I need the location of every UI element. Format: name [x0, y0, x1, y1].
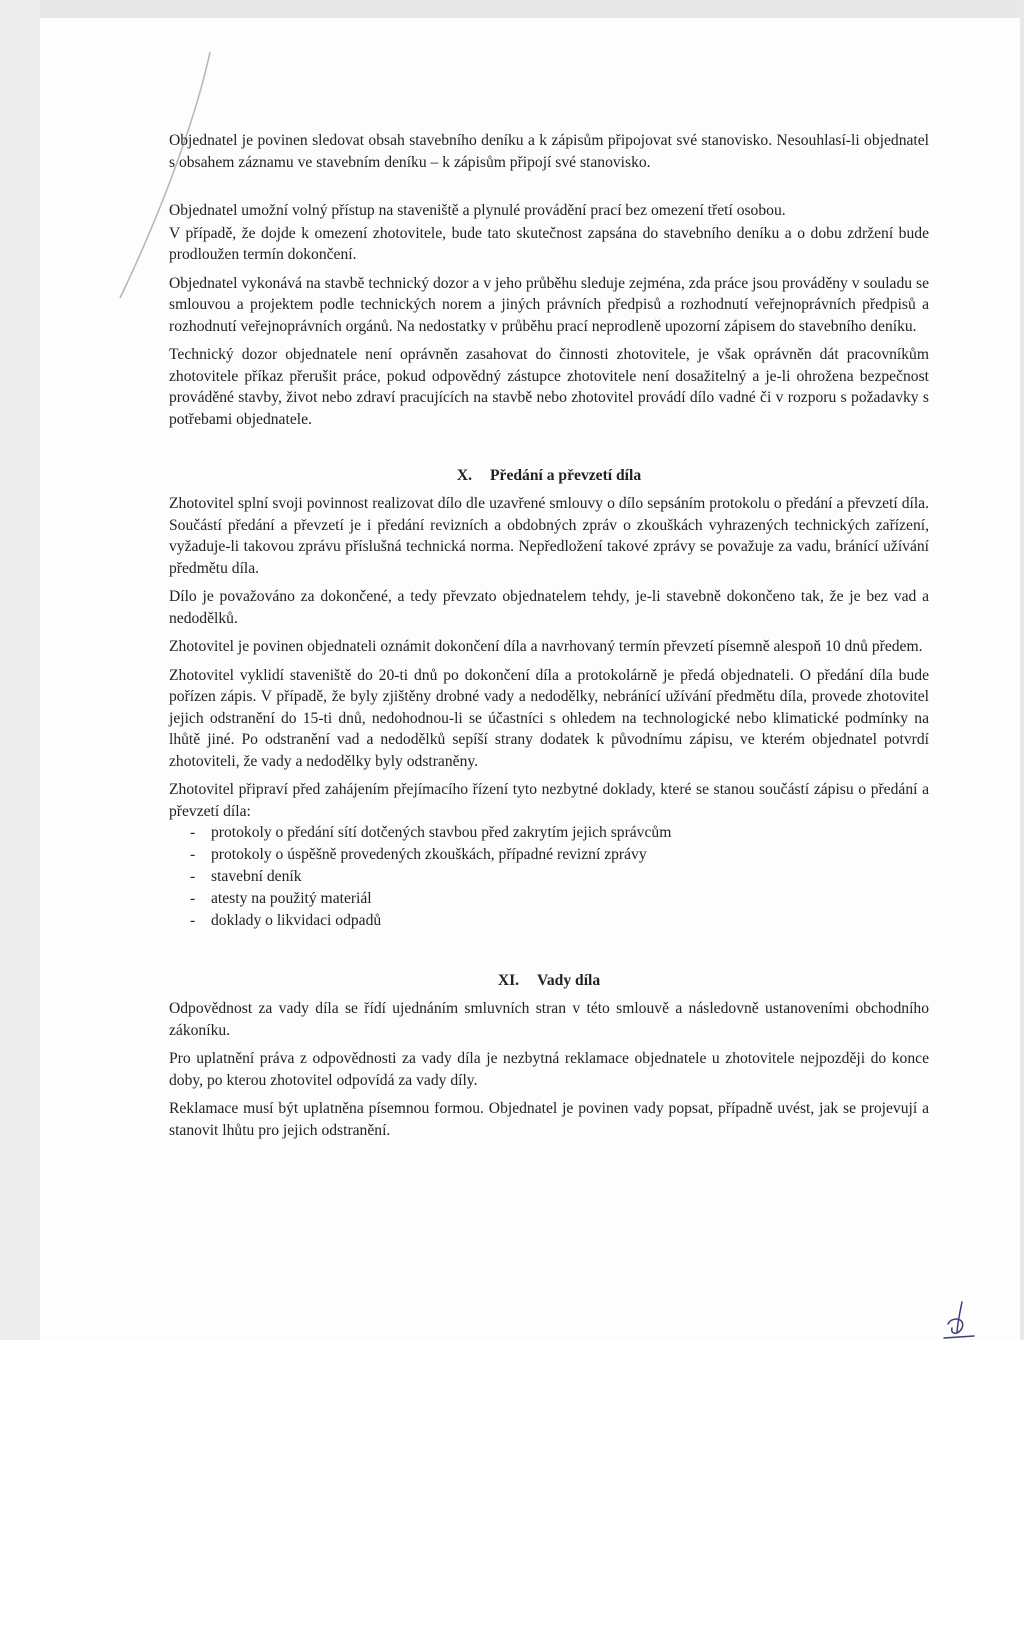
list-item: - stavební deník — [169, 866, 929, 888]
paragraph: Zhotovitel je povinen objednateli oznámit dokončení díla a navrhovaný termín převzetí písemně alespoň 10 dnů předem. — [169, 638, 923, 655]
section-number: XI. — [497, 972, 520, 989]
required-documents-list — [169, 822, 929, 932]
section-heading-x — [169, 465, 929, 487]
section-number: X. — [456, 467, 472, 484]
document-body — [169, 130, 929, 1148]
list-item: - protokoly o předání sítí dotčených stavbou před zakrytím jejich správcům — [169, 822, 929, 844]
scan-border-top — [0, 0, 1024, 18]
paragraph: Zhotovitel vyklidí staveniště do 20-ti dnů po dokončení díla a protokolárně je předá objednateli. O předání díla bude pořízen zápis. V případě, že byly zjištěny drobné vady a nedodělky, nebránící užívání předmětu díla, provede zhotovitel jejich odstranění do 15-ti dnů, nedohodnou-li se účastníci s ohledem na technologické nebo klimatické podmínky na lhůtě jiné. Po odstranění vad a nedodělků sepíší strany dodatek k původnímu zápisu, ve kterém objednatel potvrdí zhotoviteli, že vady a nedodělky byly odstraněny. — [169, 666, 929, 770]
paragraph: Odpovědnost za vady díla se řídí ujednáním smluvních stran v této smlouvě a následovně ustanoveními obchodního zákoníku. — [169, 1000, 929, 1039]
list-item: - atesty na použitý materiál — [169, 888, 929, 910]
paragraph: Technický dozor objednatele není oprávněn zasahovat do činnosti zhotovitele, je však oprávněn dát pracovníkům zhotovitele příkaz přerušit práce, pokud odpovědný zástupce zhotovitele není dosažitelný a je-li ohrožena bezpečnost prováděné stavby, život nebo zdraví pracujících na stavbě nebo zhotovitel provádí dílo vadné či v rozporu s požadavky s potřebami objednatele. — [169, 346, 929, 428]
paragraph: V případě, že dojde k omezení zhotovitele, bude tato skutečnost zapsána do stavebního deníku a o dobu zdržení bude prodloužen termín dokončení. — [169, 224, 929, 263]
paragraph: Dílo je považováno za dokončené, a tedy převzato objednatelem tehdy, je-li stavebně dokončeno tak, že je bez vad a nedodělků. — [169, 588, 929, 627]
paragraph: Objednatel umožní volný přístup na staveniště a plynulé provádění prací bez omezení třetí osobou. — [169, 202, 786, 219]
list-item: - doklady o likvidaci odpadů — [169, 910, 929, 932]
paragraph: Zhotovitel připraví před zahájením přejímacího řízení tyto nezbytné doklady, které se stanou součástí zápisu o předání a převzetí díla: — [169, 781, 929, 820]
paragraph: Zhotovitel splní svoji povinnost realizovat dílo dle uzavřené smlouvy o dílo sepsáním protokolu o předání a převzetí díla. Součástí předání a převzetí je i předání revizních a obdobných zpráv o zkouškách vyhrazených technických zařízení, vyžaduje-li takovou zprávu příslušná technická norma. Nepředložení takové zprávy se považuje za vadu, bránící užívání předmětu díla. — [169, 495, 929, 577]
paragraph: Objednatel vykonává na stavbě technický dozor a v jeho průběhu sleduje zejména, zda práce jsou prováděny v souladu se smlouvou a projektem podle technických norem a jiných právních předpisů a rozhodnutí veřejnoprávních předpisů a rozhodnutí veřejnoprávních orgánů. Na nedostatky v průběhu prací neprodleně upozorní zápisem do stavebního deníku. — [169, 274, 929, 335]
list-item: - protokoly o úspěšně provedených zkouškách, případné revizní zprávy — [169, 844, 929, 866]
section-title: Vady díla — [537, 972, 601, 989]
paragraph: Pro uplatnění práva z odpovědnosti za vady díla je nezbytná reklamace objednatele u zhotovitele nejpozději do konce doby, po kterou zhotovitel odpovídá za vady díly. — [169, 1050, 929, 1089]
section-title: Předání a převzetí díla — [490, 467, 642, 484]
scan-border-left — [0, 0, 40, 1340]
paragraph: Reklamace musí být uplatněna písemnou formou. Objednatel je povinen vady popsat, případně uvést, jak se projevují a stanovit lhůtu pro jejich odstranění. — [169, 1100, 929, 1139]
section-heading-xi — [169, 970, 929, 992]
initials-signature — [940, 1298, 978, 1348]
paragraph: Objednatel je povinen sledovat obsah stavebního deníku a k zápisům připojovat své stanovisko. Nesouhlasí-li objednatel s obsahem záznamu ve stavebním deníku – k zápisům připojí své stanovisko. — [169, 132, 929, 171]
